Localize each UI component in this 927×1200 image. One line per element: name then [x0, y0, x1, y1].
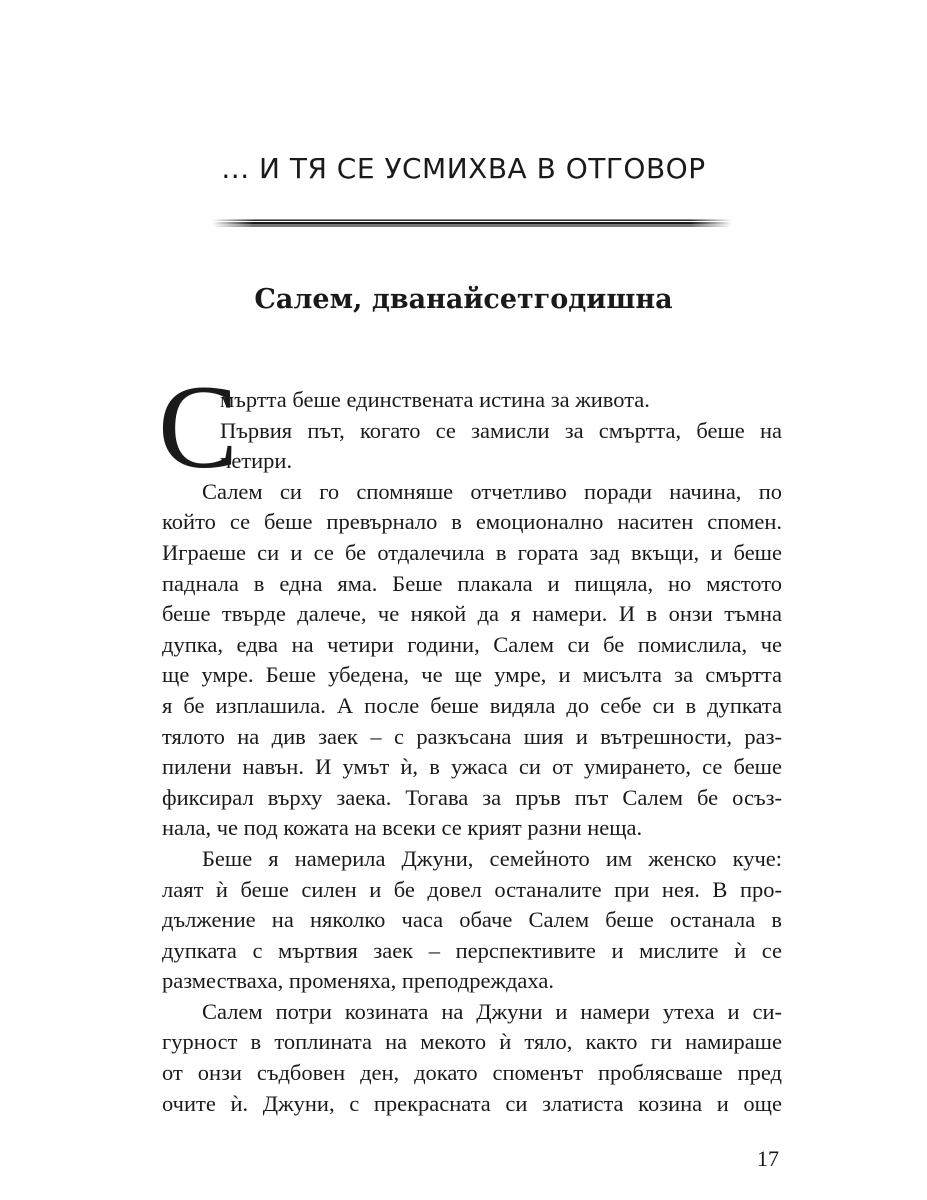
- text-line: Първия път, когато се замисли за смъртта, беше на: [220, 417, 782, 443]
- text-line: дължение на няколко часа обаче Салем беше останала в: [162, 907, 782, 933]
- text-line: дупка, едва на четири години, Салем си бе помислила, че: [162, 631, 782, 657]
- text-line: беше твърде далече, че някой да я намери. И в онзи тъмна: [162, 601, 782, 627]
- text-line: който се беше превърнало в емоционално наситен спомен.: [162, 509, 782, 535]
- text-line: ще умре. Беше убедена, че ще умре, и мисълта за смъртта: [162, 662, 782, 688]
- text-line: лаят ѝ беше силен и бе довел останалите при нея. В про-: [162, 876, 782, 902]
- text-line: я бе изплашила. А после беше видяла до себе си в дупката: [162, 692, 782, 718]
- text-line: дупката с мъртвия заек – перспективите и мислите ѝ се: [162, 937, 782, 963]
- text-line: четири.: [220, 448, 293, 474]
- text-line: разместваха, променяха, преподреждаха.: [162, 968, 554, 994]
- text-line: от онзи съдбовен ден, докато споменът проблясваше пред: [162, 1060, 782, 1086]
- section-subtitle: Салем, дванайсетгодишна: [254, 284, 673, 315]
- text-line: Играеше си и се бе отдалечила в гората зад вкъщи, и беше: [162, 539, 782, 565]
- text-line: Беше я намерила Джуни, семейното им женско куче:: [202, 845, 782, 871]
- text-line: фиксирал върху заека. Тогава за пръв път Салем бе осъз-: [162, 784, 782, 810]
- text-line: гурност в топлината на мекото ѝ тяло, както ги намираше: [162, 1029, 782, 1055]
- text-line: Салем си го спомняше отчетливо поради начина, по: [202, 478, 782, 504]
- chapter-title: ... И ТЯ СЕ УСМИХВА В ОТГОВОР: [221, 152, 706, 185]
- page-number: 17: [757, 1146, 779, 1171]
- text-line: Салем потри козината на Джуни и намери утеха и си-: [202, 998, 782, 1024]
- text-line: пилени навън. И умът ѝ, в ужаса си от умирането, се беше: [162, 754, 782, 780]
- drop-cap: С: [158, 360, 239, 493]
- text-line: паднала в една яма. Беше плакала и пищяла, но мястото: [162, 570, 782, 596]
- body-text: [158, 360, 782, 1119]
- text-line: очите ѝ. Джуни, с прекрасната си златиста козина и още: [162, 1090, 782, 1116]
- text-line: нала, че под кожата на всеки се крият разни неща.: [162, 815, 643, 841]
- text-line: тялото на див заек – с разкъсана шия и вътрешности, раз-: [162, 723, 782, 749]
- text-line: мъртта беше единствената истина за живота.: [220, 387, 650, 412]
- title-divider-rule: [212, 219, 732, 227]
